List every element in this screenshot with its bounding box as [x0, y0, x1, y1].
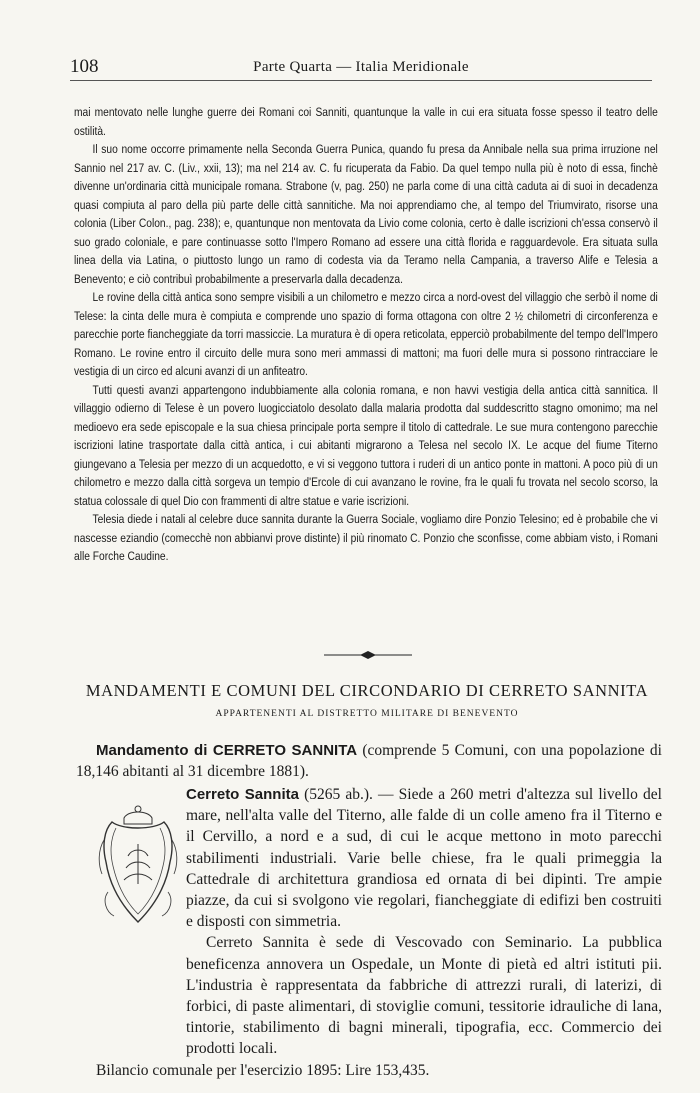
cerreto-institutions-text: Cerreto Sannita è sede di Vescovado con Seminario. La pubblica beneficenza annovera un Ospedale, un Monte di pietà ed altri istituti pii. L'industria è rappresentata da fabbriche di attrezzi rurali, di laterizi, di forbici, di paste alimentari, di stoviglie comuni, tessitorie idrauliche di lana, tintorie, stabilimento di bagni minerali, tipografia, ecc. Commercio dei prodotti locali.	[186, 934, 662, 1058]
paragraph: Le rovine della città antica sono sempre visibili a un chilometro e mezzo circa a nord-ovest del villaggio che serbò il nome di Telese: la cinta delle mura è compiuta e comprende uno spazio di forma ottagona con oltre 2 ½ chilometri di circonferenza e parecchie porte fiancheggiate da torri massiccie. La muratura è di opera reticolata, epperciò probabilmente del tempo dell'Impero Romano. Le rovine entro il circuito delle mura sono meri ammassi di mattoni; ma fuori delle mura si possono rintracciare le vestigia di un circo ed alcuni avanzi di un anfiteatro.	[74, 290, 658, 378]
cerreto-bilancio: Bilancio comunale per l'esercizio 1895: Lire 153,435.	[96, 1061, 430, 1079]
body-text	[74, 103, 658, 566]
cerreto-entry	[76, 784, 662, 1081]
section-title: MANDAMENTI E COMUNI DEL CIRCONDARIO DI CERRETO SANNITA	[85, 681, 649, 700]
cerreto-institutions	[76, 932, 662, 1059]
paragraph: Il suo nome occorre primamente nella Seconda Guerra Punica, quando fu presa da Annibale nella sua prima irruzione nel Sannio nel 217 av. C. (Liv., xxii, 13); ma nel 214 av. C. fu ricuperata da Fabio. Da quel tempo nulla più è noto di essa, finchè divenne un'ordinaria città municipale romana. Strabone (v, pag. 250) ne parla come di una città caduta ai di suoi in decadenza quasi compiuta al paro della più parte delle città sannitiche. Ma noi apprendiamo che, al tempo del Triumvirato, risorse una colonia (Liber Colon., pag. 238); e, quantunque non mentovata da Livio come colonia, certo è dalle iscrizioni ch'essa conservò il suo grado coloniale, e pare continuasse sotto l'Impero Romano ad essere una città florida e ragguardevole. Era situata sulla linea della via Latina, o piuttosto lungo un ramo di codesta via da Teramo nella Campania, a traverso Alife e Telesia a Benevento; e ciò contribuì probabilmente a preservarla dalla decadenza.	[74, 142, 658, 286]
mandamento-text: (comprende 5 Comuni, con una popolazione di 18,146 abitanti al 31 dicembre 1881).	[76, 742, 662, 780]
mandamento-heading: Mandamento di CERRETO SANNITA	[96, 742, 358, 759]
mandamento-entry	[76, 740, 662, 782]
paragraph: mai mentovato nelle lunghe guerre dei Romani coi Sanniti, quantunque la valle in cui era situata fosse spesso il teatro delle ostilità.	[74, 105, 658, 138]
cerreto-heading: Cerreto Sannita	[186, 786, 299, 803]
running-title: Parte Quarta — Italia Meridionale	[253, 59, 469, 75]
section-divider-ornament	[320, 649, 416, 661]
page-number: 108	[70, 56, 99, 77]
paragraph: Telesia diede i natali al celebre duce sannita durante la Guerra Sociale, vogliamo dire Ponzio Telesino; ed è probabile che vi nascesse eziandio (comecchè non abbianvi prove distinte) il più rinomato C. Ponzio che sconfisse, come abbiam visto, i Romani alle Forche Caudine.	[74, 512, 658, 563]
cerreto-description: (5265 ab.). — Siede a 260 metri d'altezza sul livello del mare, nell'alta valle del Titerno, alle falde di un colle ameno fra il Titerno e il Cervillo, a nord e a sud, di cui le acque mettono in moto parecchi stabilimenti industriali. Varie belle chiese, fra le quali primeggia la Cattedrale di architettura grandiosa ed ornata di bei dipinti. Tre ampie piazze, da cui si svolgono vie regolari, fiancheggiate di edifizi ben costruiti e disposti con simmetria.	[186, 786, 662, 931]
page-header	[70, 50, 652, 81]
paragraph: Tutti questi avanzi appartengono indubbiamente alla colonia romana, e non havvi vestigia della antica città sannitica. Il villaggio odierno di Telese è un povero luogicciatolo desolato dalla malaria prodotta dal suddescritto stagno omonimo; ma nel medioevo era sede episcopale e la sua chiesa principale porta sempre il titolo di cattedrale. Le sue mura contengono parecchie iscrizioni latine trasportate dalla città antica, i cui abitanti migrarono a Telesa nel secolo IX. Le acque del fiume Titerno giungevano a Telesia per mezzo di un acquedotto, e vi si veggono tuttora i ruderi di un antico ponte in mattoni. A poco più di un chilometro e mezzo dalla città sorgeva un tempio d'Ercole di cui avanzano le rovine, fra le quali fu trovata nel secolo scorso, la statua colossale di quel Dio con frammenti di altre statue e varie iscrizioni.	[74, 382, 658, 508]
section-subtitle: APPARTENENTI AL DISTRETTO MILITARE DI BENEVENTO	[215, 709, 519, 719]
